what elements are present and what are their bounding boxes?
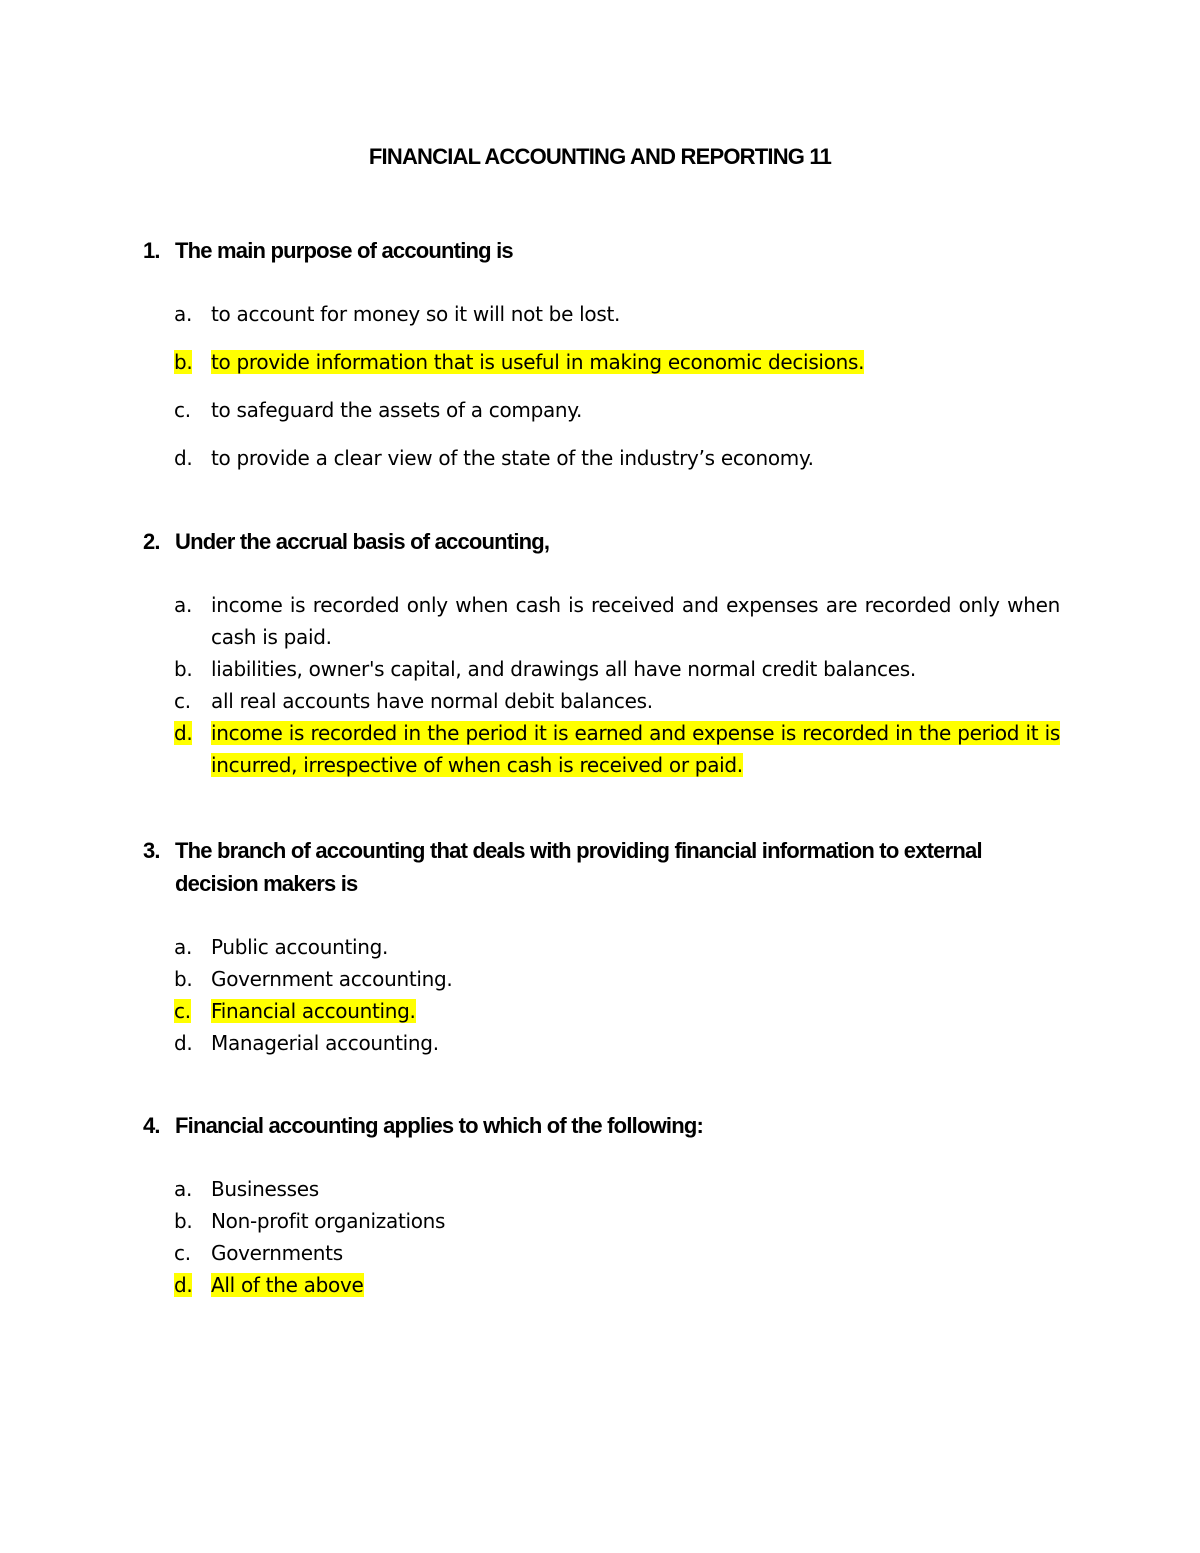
option-text: income is recorded in the period it is earned and expense is recorded in the period it is incurred, irrespective of when cash is received or paid. — [211, 721, 1060, 777]
option-letter: c. — [174, 398, 191, 422]
option-text: All of the above — [211, 1273, 364, 1297]
option-text: Public accounting. — [211, 935, 389, 959]
option-text: to provide information that is useful in making economic decisions. — [211, 350, 865, 374]
option-letter: a. — [174, 935, 193, 959]
option-letter: d. — [174, 446, 193, 470]
option-text: Government accounting. — [211, 967, 453, 991]
option-letter: b. — [174, 657, 193, 681]
option-b — [174, 653, 1060, 685]
option-d-answer — [174, 1269, 1060, 1301]
option-a — [174, 931, 1060, 963]
option-d — [174, 1027, 1060, 1059]
option-c — [174, 394, 1060, 426]
option-letter: d. — [174, 721, 193, 745]
option-text: Financial accounting. — [211, 999, 416, 1023]
option-letter: a. — [174, 302, 193, 326]
options-list — [143, 1173, 1060, 1301]
question-number: 2. — [143, 529, 160, 554]
option-letter: c. — [174, 999, 191, 1023]
question-heading — [143, 525, 1060, 558]
option-a — [174, 298, 1060, 330]
option-b — [174, 1205, 1060, 1237]
question-number: 4. — [143, 1113, 160, 1138]
option-letter: b. — [174, 1209, 193, 1233]
question-heading — [143, 1109, 1060, 1142]
question-text: Under the accrual basis of accounting, — [175, 529, 550, 554]
option-letter: c. — [174, 689, 191, 713]
option-letter: c. — [174, 1241, 191, 1265]
option-c-answer — [174, 995, 1060, 1027]
document-title: FINANCIAL ACCOUNTING AND REPORTING 11 — [368, 144, 832, 169]
options-list — [143, 589, 1060, 781]
option-text: Non-profit organizations — [211, 1209, 446, 1233]
option-text: liabilities, owner's capital, and drawings all have normal credit balances. — [211, 657, 916, 681]
question-heading — [143, 234, 1060, 267]
option-c — [174, 1237, 1060, 1269]
option-a — [174, 589, 1060, 653]
options-list — [143, 931, 1060, 1059]
option-text: Managerial accounting. — [211, 1031, 439, 1055]
question-text: The branch of accounting that deals with providing financial information to external decision makers is — [175, 838, 982, 896]
question-1 — [143, 234, 1060, 474]
option-text: to account for money so it will not be lost. — [211, 302, 621, 326]
question-3 — [143, 834, 1060, 1059]
question-2 — [143, 525, 1060, 781]
option-letter: a. — [174, 1177, 193, 1201]
option-b — [174, 963, 1060, 995]
option-d — [174, 442, 1060, 474]
option-d-answer — [174, 717, 1060, 781]
option-letter: d. — [174, 1273, 193, 1297]
option-letter: b. — [174, 350, 193, 374]
option-letter: b. — [174, 967, 193, 991]
option-text: Governments — [211, 1241, 343, 1265]
option-c — [174, 685, 1060, 717]
question-4 — [143, 1109, 1060, 1301]
question-number: 1. — [143, 238, 160, 263]
options-list — [143, 298, 1060, 474]
option-a — [174, 1173, 1060, 1205]
option-text: to provide a clear view of the state of the industry’s economy. — [211, 446, 814, 470]
option-letter: a. — [174, 593, 193, 617]
option-b-answer — [174, 346, 1060, 378]
question-heading — [143, 834, 1060, 900]
option-letter: d. — [174, 1031, 193, 1055]
question-number: 3. — [143, 838, 160, 863]
question-text: The main purpose of accounting is — [175, 238, 513, 263]
option-text: all real accounts have normal debit balances. — [211, 689, 653, 713]
option-text: income is recorded only when cash is received and expenses are recorded only when cash is paid. — [211, 593, 1060, 649]
question-text: Financial accounting applies to which of the following: — [175, 1113, 704, 1138]
option-text: Businesses — [211, 1177, 319, 1201]
option-text: to safeguard the assets of a company. — [211, 398, 583, 422]
